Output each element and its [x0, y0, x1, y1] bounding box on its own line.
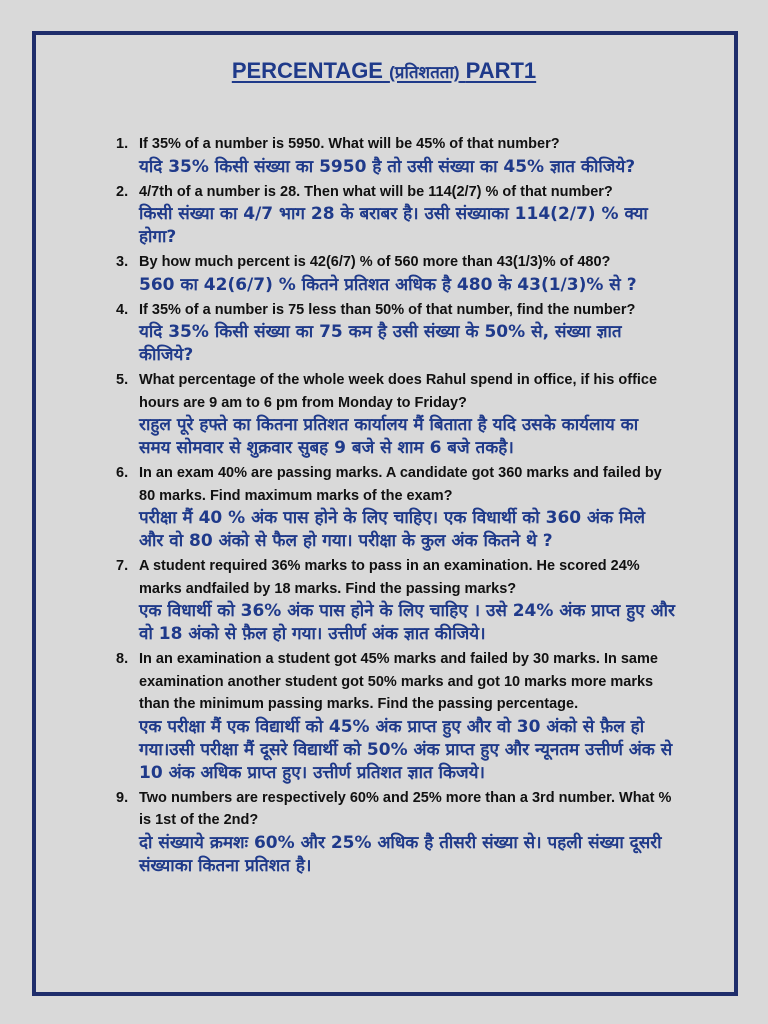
question-number: 4. — [116, 301, 129, 318]
question-7 — [110, 555, 675, 646]
question-english: In an exam 40% are passing marks. A candidate got 360 marks and failed by 80 marks. Find maximum marks of the exam? — [139, 465, 662, 504]
question-number: 1. — [116, 136, 129, 152]
question-hindi: यदि 35% किसी संख्या का 75 कम है उसी संख्या के 50% से, संख्या ज्ञात कीजिये? — [139, 322, 622, 365]
question-5 — [110, 369, 675, 460]
question-1 — [110, 133, 675, 179]
question-number: 9. — [116, 789, 129, 806]
question-number: 3. — [116, 254, 129, 270]
question-english: By how much percent is 42(6/7) % of 560 more than 43(1/3)% of 480? — [139, 254, 611, 270]
title-hindi: (प्रतिशतता) — [389, 63, 460, 82]
title-part: PART1 — [465, 58, 537, 83]
question-english: What percentage of the whole week does Rahul spend in office, if his office hours are 9 am to 6 pm from Monday to Friday? — [139, 372, 658, 411]
question-2 — [110, 181, 675, 250]
title-main: PERCENTAGE — [231, 58, 383, 83]
question-hindi: यदि 35% किसी संख्या का 5950 है तो उसी संख्या का 45% ज्ञात कीजिये? — [139, 156, 636, 177]
question-english: 4/7th of a number is 28. Then what will be 114(2/7) % of that number? — [139, 183, 613, 200]
question-english: If 35% of a number is 5950. What will be 45% of that number? — [139, 136, 560, 152]
question-hindi: एक परीक्षा मैं एक विद्यार्थी को 45% अंक प्राप्त हुए और वो 30 अंको से फ़ैल हो गया।उसी परीक्षा मैं दूसरे विद्यार्थी को 50% अंक प्राप्त हुए और न्यूनतम उत्तीर्ण अंक से 10 अंक अधिक प्राप्त हुए। उत्तीर्ण प्रतिशत ज्ञात किजये। — [139, 716, 673, 783]
question-hindi: परीक्षा मैं 40 % अंक पास होने के लिए चाहिए। एक विधार्थी को 360 अंक मिले और वो 80 अंको से फैल हो गया। परीक्षा के कुल अंक कितने थे ? — [139, 508, 646, 551]
question-hindi: किसी संख्या का 4/7 भाग 28 के बराबर है। उसी संख्याका 114(2/7) % क्या होगा? — [139, 204, 648, 247]
question-hindi: राहुल पूरे हफ्ते का कितना प्रतिशत कार्यालय मैं बिताता है यदि उसके कार्यलाय का समय सोमवार से शुक्रवार सुबह 9 बजे से शाम 6 बजे तकहै। — [139, 415, 639, 458]
question-8 — [110, 648, 675, 785]
question-number: 7. — [116, 558, 129, 574]
question-number: 8. — [116, 651, 129, 667]
question-number: 6. — [116, 465, 129, 481]
question-number: 2. — [116, 183, 129, 200]
question-english: A student required 36% marks to pass in an examination. He scored 24% marks andfailed by 18 marks. Find the passing marks? — [139, 558, 640, 597]
question-4 — [110, 299, 675, 368]
question-number: 5. — [116, 372, 129, 388]
question-6 — [110, 462, 675, 553]
question-list — [110, 133, 675, 880]
question-hindi: 560 का 42(6/7) % कितने प्रतिशत अधिक है 480 के 43(1/3)% से ? — [139, 274, 637, 295]
page-title — [0, 58, 768, 84]
question-english: Two numbers are respectively 60% and 25% more than a 3rd number. What % is 1st of the 2nd? — [139, 789, 672, 828]
question-hindi: दो संख्याये क्रमशः 60% और 25% अधिक है तीसरी संख्या से। पहली संख्या दूसरी संख्याका कितना प्रतिशत है। — [139, 832, 662, 876]
question-english: If 35% of a number is 75 less than 50% of that number, find the number? — [139, 301, 636, 318]
question-3 — [110, 251, 675, 297]
question-english: In an examination a student got 45% marks and failed by 30 marks. In same examination another student got 50% marks and got 10 marks more marks than the minimum passing marks. Find the passing percentage. — [139, 651, 658, 712]
question-hindi: एक विधार्थी को 36% अंक पास होने के लिए चाहिए । उसे 24% अंक प्राप्त हुए और वो 18 अंको से फ़ैल हो गया। उत्तीर्ण अंक ज्ञात कीजिये। — [139, 601, 675, 644]
question-9 — [110, 787, 675, 878]
